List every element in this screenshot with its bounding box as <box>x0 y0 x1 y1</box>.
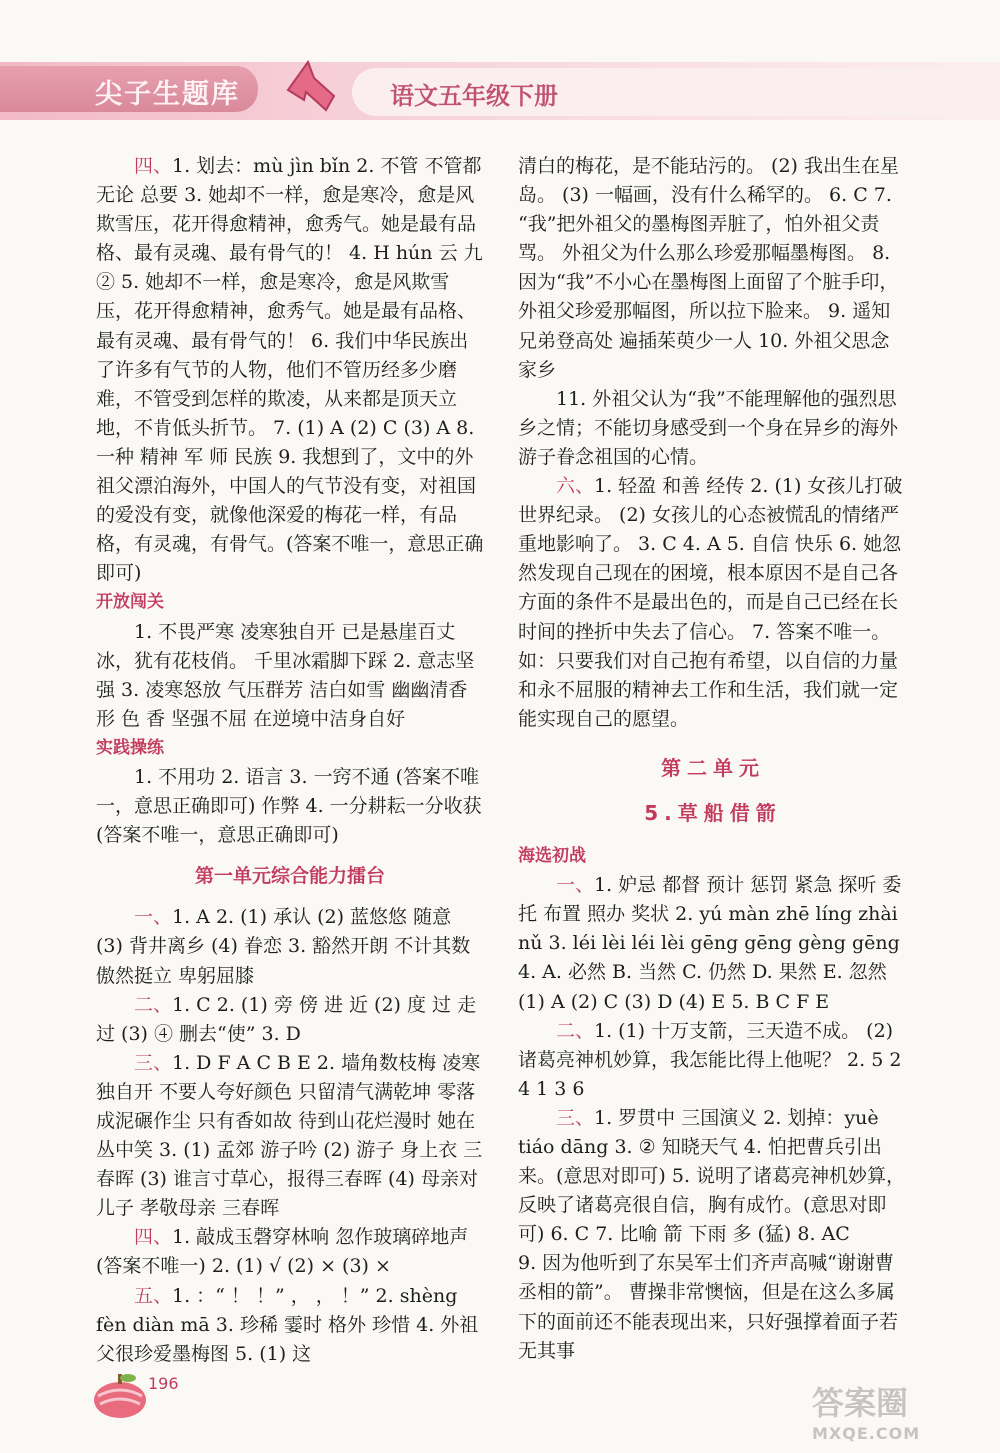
practice-answers: 1. 不用功 2. 语言 3. 一窍不通 (答案不唯一，意思正确即可) 作弊 4. 一分耕耘一分收获 (答案不唯一，意思正确即可) <box>96 765 482 847</box>
section-marker: 一、 <box>556 874 595 897</box>
section-marker: 四、 <box>134 1226 173 1249</box>
section-marker: 四、 <box>134 155 173 177</box>
section-marker: 五、 <box>134 1284 173 1307</box>
section-marker: 三、 <box>556 1106 595 1129</box>
answer-text: 1. D F A C B E 2. 墙角数枝梅 凌寒独自开 不要人夸好颜色 只留清气满乾坤 零落成泥碾作尘 只有香如故 待到山花烂漫时 她在丛中笑 3. (1) 孟郊 游子吟 (2) 游子 身上衣 三春晖 (3) 谁言寸草心，报得三春晖 (4) 母亲对儿子 孝敬母亲 三春晖 <box>96 1051 483 1220</box>
review-block-4 <box>96 1223 484 1281</box>
answer-11: 11. 外祖父认为“我”不能理解他的强烈思乡之情；不能切身感受到一个身在异乡的海外游子眷念祖国的心情。 <box>518 387 899 468</box>
watermark-title: 答案圈 <box>812 1384 909 1422</box>
answer-text: 1. 划去：mù jìn bǐn 2. 不管 不管都 无论 总要 3. 她却不一样，愈是寒冷，愈是风欺雪压，花开得愈精神，愈秀气。她是最有品格、最有灵魂、最有骨气的！ 4. H hún 云 九 ② 5. 她却不一样，愈是寒冷，愈是风欺雪压，花开得愈精神，愈秀气。她是最有品格、最有灵魂、最有骨气的！ 6. 我们中华民族出了许多有气节的人物，他们不管历经多少磨难，不管受到怎样的欺凌，从来都是顶天立地，不肯低头折节。 7. (1) A (2) C (3) A 8. 一种 精神 军 师 民族 9. 我想到了，文中的外祖父漂泊海外，中国人的气节没有变，对祖国的爱没有变，就像他深爱的梅花一样，有品格，有灵魂，有骨气。(答案不唯一，意思正确即可) <box>96 155 484 585</box>
lesson-block-3 <box>518 1104 908 1249</box>
section-marker: 一、 <box>134 906 173 929</box>
arrow-icon <box>282 56 340 116</box>
practice-heading: 实践操练 <box>96 737 164 758</box>
page-number: 196 <box>148 1374 179 1393</box>
book-title: 语文五年级下册 <box>390 82 558 110</box>
watermark <box>812 1378 992 1448</box>
lesson-block-2 <box>518 1017 908 1104</box>
left-column <box>96 152 484 1369</box>
section-marker: 三、 <box>134 1051 173 1074</box>
right-column <box>518 152 908 1366</box>
lesson-block-1 <box>518 871 908 1016</box>
section-marker: 二、 <box>556 1019 595 1042</box>
sea-selection-heading: 海选初战 <box>518 846 586 867</box>
unit-2-title: 第二单元 <box>661 755 765 780</box>
section-marker: 二、 <box>134 993 173 1016</box>
review-block-5 <box>96 1282 484 1369</box>
review-block-1 <box>96 903 484 990</box>
watermark-url: MXQE.COM <box>812 1424 921 1443</box>
answer-text: 1. 轻盈 和善 经传 2. (1) 女孩儿打破世界纪录。 (2) 女孩儿的心态被慌乱的情绪严重地影响了。 3. C 4. A 5. 自信 快乐 6. 她忽然发现自己现在的困境，根本原因不是自己各方面的条件不是最出色的，而是自己已经在长时间的挫折中失去了信心。 7. 答案不唯一。如：只要我们对自己抱有希望，以自信的力量和永不屈服的精神去工作和生活，我们就一定能实现自己的愿望。 <box>518 475 903 730</box>
answer-text: 1. ：“ ！ ！” ， ， ！” 2. shèng fèn diàn mā 3. 珍稀 霎时 格外 珍惜 4. 外祖父很珍爱墨梅图 5. (1) 这 <box>96 1284 479 1365</box>
open-challenge-answers: 1. 不畏严寒 凌寒独自开 已是悬崖百丈冰，犹有花枝俏。 千里冰霜脚下踩 2. 意志坚强 3. 凌寒怒放 气压群芳 洁白如雪 幽幽清香 形 色 香 坚强不屈 在逆境中洁身自好 <box>96 620 475 730</box>
answer-text: 1. 敲成玉磬穿林响 忽作玻璃碎地声 (答案不唯一) 2. (1) √ (2) × (3) × <box>96 1226 469 1278</box>
answer-text: 1. C 2. (1) 旁 傍 进 近 (2) 度 过 走过 (3) ④ 删去“使” 3. D <box>96 993 477 1045</box>
unit-review-title: 第一单元综合能力擂台 <box>194 865 385 888</box>
review-block-3 <box>96 1049 484 1224</box>
continued-answers: 清白的梅花，是不能玷污的。 (2) 我出生在星岛。 (3) 一幅画，没有什么稀罕的。 6. C 7. “我”把外祖父的墨梅图弄脏了，怕外祖父责骂。 外祖父为什么那么珍爱那幅墨梅图。 8. 因为“我”不小心在墨梅图上面留了个脏手印，外祖父珍爱那幅图，所以拉下脸来。 9. 遥知兄弟登高处 遍插茱萸少一人 10. 外祖父思念家乡 <box>518 155 899 381</box>
answer-text: 1. 妒忌 都督 预计 惩罚 紧急 探听 委托 布置 照办 奖状 2. yú màn zhē líng zhài nǔ 3. léi lèi léi lèi gēng gēng gèng gēng 4. A. 必然 B. 当然 C. 仍然 D. 果然 E. 忽然 (1) A (2) C (3) D (4) E 5. B C F E <box>518 874 902 1013</box>
answer-block-4 <box>96 152 484 588</box>
answer-block-6 <box>518 472 908 734</box>
apple-icon <box>86 1366 156 1422</box>
brand-title: 尖子生题库 <box>95 79 240 110</box>
answer-9: 9. 因为他听到了东吴军士们齐声高喊“谢谢曹丞相的箭”。 曹操非常懊恼，但是在这么多属下的面前还不能表现出来，只好强撑着面子若无其事 <box>518 1252 899 1362</box>
answer-text: 1. (1) 十万支箭，三天造不成。 (2) 诸葛亮神机妙算，我怎能比得上他呢？ 2. 5 2 4 1 3 6 <box>518 1019 902 1100</box>
section-marker: 六、 <box>556 475 595 498</box>
lesson-title: 5.草船借箭 <box>644 800 782 825</box>
review-block-2 <box>96 991 484 1049</box>
open-challenge-heading: 开放闯关 <box>96 592 164 613</box>
answer-text: 1. A 2. (1) 承认 (2) 蓝悠悠 随意 (3) 背井离乡 (4) 眷恋 3. 豁然开朗 不计其数 傲然挺立 卑躬屈膝 <box>96 906 471 987</box>
answer-text: 1. 罗贯中 三国演义 2. 划掉：yuè tiáo dāng 3. ② 知晓天气 4. 怕把曹兵引出来。(意思对即可) 5. 说明了诸葛亮神机妙算，反映了诸葛亮很自信，胸有成竹。(意思对即可) 6. C 7. 比喻 箭 下雨 多 (猛) 8. AC <box>518 1106 906 1246</box>
